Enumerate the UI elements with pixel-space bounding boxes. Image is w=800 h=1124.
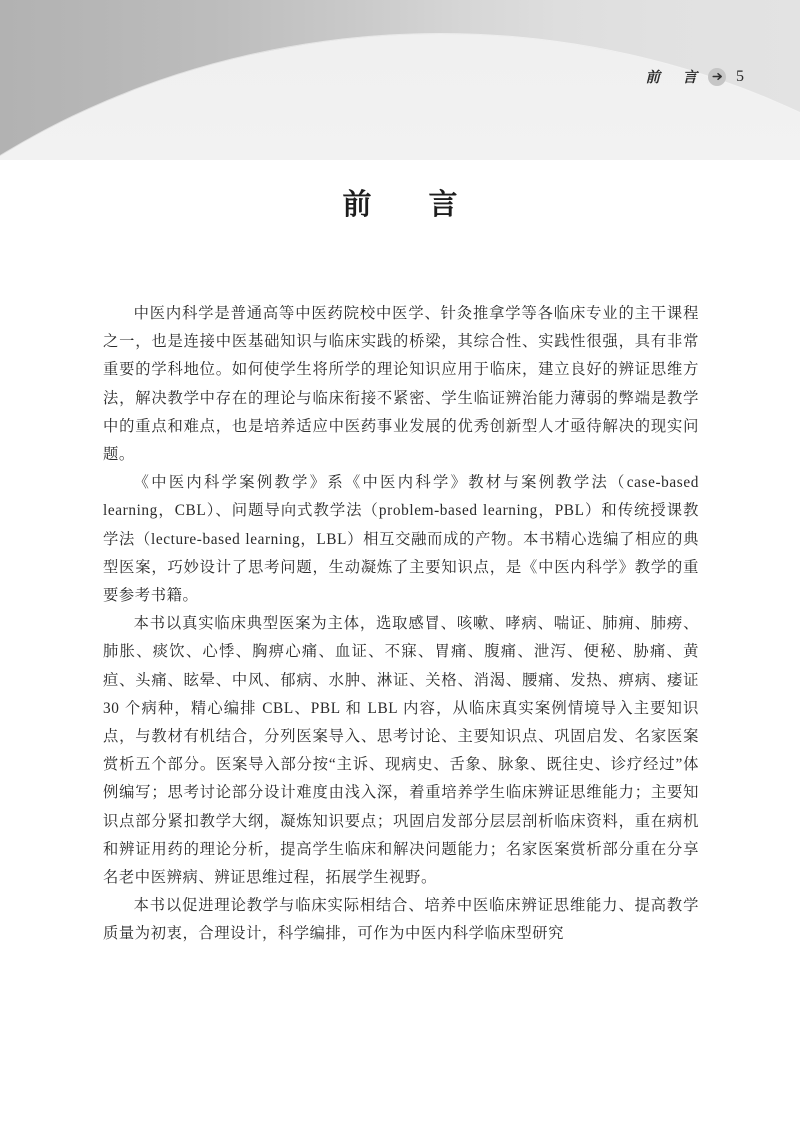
running-head bbox=[646, 66, 745, 87]
document-body bbox=[103, 300, 699, 949]
paragraph: 本书以促进理论教学与临床实际相结合、培养中医临床辨证思维能力、提高教学质量为初衷，合理设计，科学编排，可作为中医内科学临床型研究 bbox=[103, 897, 699, 943]
paragraph: 《中医内科学案例教学》系《中医内科学》教材与案例教学法（case-based learning，CBL）、问题导向式教学法（problem-based learning，PBL）和传统授课教学法（lecture-based learning，LBL）相互交融而成的产物。本书精心选编了相应的典型医案，巧妙设计了思考问题，生动凝炼了主要知识点，是《中医内科学》教学的重要参考书籍。 bbox=[103, 474, 699, 605]
page-number: 5 bbox=[736, 67, 744, 85]
paragraph: 中医内科学是普通高等中医药院校中医学、针灸推拿学等各临床专业的主干课程之一，也是连接中医基础知识与临床实践的桥梁，其综合性、实践性很强，具有非常重要的学科地位。如何使学生将所学的理论知识应用于临床，建立良好的辨证思维方法，解决教学中存在的理论与临床衔接不紧密、学生临证辨治能力薄弱的弊端是教学中的重点和难点，也是培养适应中医药事业发展的优秀创新型人才亟待解决的现实问题。 bbox=[103, 305, 699, 464]
page-title: 前 言 bbox=[342, 187, 472, 221]
circle-arrow-right-icon bbox=[708, 68, 726, 86]
running-head-label: 前 言 bbox=[645, 70, 701, 86]
paragraph: 本书以真实临床典型医案为主体，选取感冒、咳嗽、哮病、喘证、肺痈、肺痨、肺胀、痰饮、心悸、胸痹心痛、血证、不寐、胃痛、腹痛、泄泻、便秘、胁痛、黄疸、头痛、眩晕、中风、郁病、水肿、淋证、关格、消渴、腰痛、发热、痹病、痿证 30 个病种，精心编排 CBL、PBL 和 LBL 内容，从临床真实案例情境导入主要知识点，与教材有机结合，分列医案导入、思考讨论、主要知识点、巩固启发、名家医案赏析五个部分。医案导入部分按“主诉、现病史、舌象、脉象、既往史、诊疗经过”体例编写；思考讨论部分设计难度由浅入深，着重培养学生临床辨证思维能力；主要知识点部分紧扣教学大纲，凝炼知识要点；巩固启发部分层层剖析临床资料，重在病机和辨证用药的理论分析，提高学生临床和解决问题能力；名家医案赏析部分重在分享名老中医辨病、辨证思维过程，拓展学生视野。 bbox=[103, 615, 699, 887]
